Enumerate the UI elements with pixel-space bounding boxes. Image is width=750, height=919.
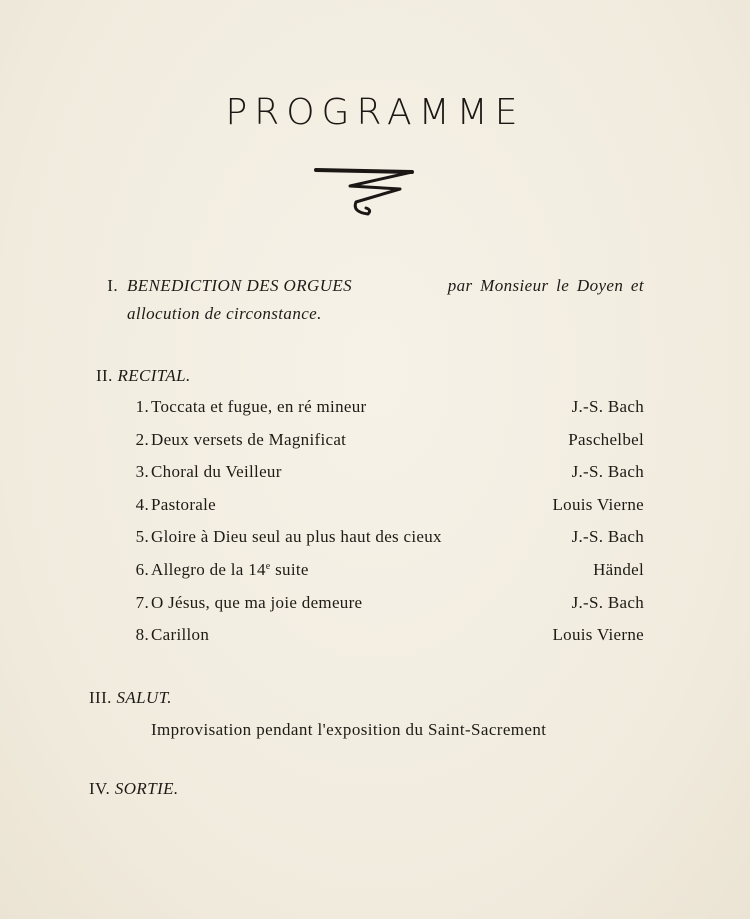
recital-item-composer: J.-S. Bach: [571, 397, 644, 416]
recital-item-number: 2.: [135, 429, 149, 449]
recital-item: [127, 527, 644, 551]
section-heading: SORTIE.: [114, 779, 179, 798]
section-sortie: [89, 779, 179, 799]
section-subtitle: allocution de circonstance.: [127, 304, 322, 323]
recital-item-piece: Deux versets de Magnificat: [151, 429, 347, 449]
recital-item-composer: Händel: [593, 560, 644, 579]
flourish-ornament: [312, 162, 422, 224]
section-recital: [96, 366, 191, 386]
section-heading: SALUT.: [116, 688, 172, 707]
recital-item-number: 6.: [135, 560, 149, 579]
recital-item: [127, 495, 644, 519]
section-heading: RECITAL.: [117, 366, 191, 385]
recital-item: [127, 397, 644, 421]
section-numeral: I.: [107, 276, 118, 295]
recital-item: [127, 625, 644, 649]
section-heading: BENEDICTION DES ORGUES: [127, 276, 353, 295]
recital-item-piece: Pastorale: [151, 494, 217, 514]
recital-item-piece: O Jésus, que ma joie demeure: [151, 592, 363, 612]
recital-item-number: 3.: [135, 462, 149, 482]
recital-item: [127, 593, 644, 617]
recital-item-composer: Louis Vierne: [552, 494, 644, 514]
recital-item: [127, 430, 644, 454]
recital-item-number: 1.: [135, 397, 149, 416]
recital-item-piece: Choral du Veilleur: [151, 462, 282, 482]
recital-item-number: 4.: [135, 494, 149, 514]
recital-item-composer: Louis Vierne: [552, 625, 644, 645]
recital-item: [127, 560, 644, 584]
recital-item-composer: J.-S. Bach: [571, 462, 644, 482]
salut-description: Improvisation pendant l'exposition du Saint-Sacrement: [151, 720, 547, 739]
recital-item-number: 7.: [135, 592, 149, 612]
page-title: PROGRAMME: [225, 92, 525, 133]
recital-item-composer: Paschelbel: [568, 429, 644, 449]
section-numeral: III.: [89, 688, 112, 707]
section-heading-rest: par Monsieur le Doyen et: [447, 276, 644, 295]
section-numeral: II.: [96, 366, 113, 385]
recital-item-piece: Toccata et fugue, en ré mineur: [151, 397, 367, 416]
recital-item-composer: J.-S. Bach: [571, 527, 644, 547]
recital-item-number: 5.: [135, 527, 149, 547]
recital-item-composer: J.-S. Bach: [571, 592, 644, 612]
section-salut: [89, 688, 172, 708]
section-numeral: IV.: [89, 779, 111, 798]
recital-item-piece: Gloire à Dieu seul au plus haut des cieux: [151, 527, 442, 547]
recital-item-number: 8.: [135, 625, 149, 645]
recital-item-piece: Allegro de la 14e suite: [151, 560, 309, 579]
recital-item: [127, 462, 644, 486]
recital-item-piece: Carillon: [151, 625, 210, 645]
